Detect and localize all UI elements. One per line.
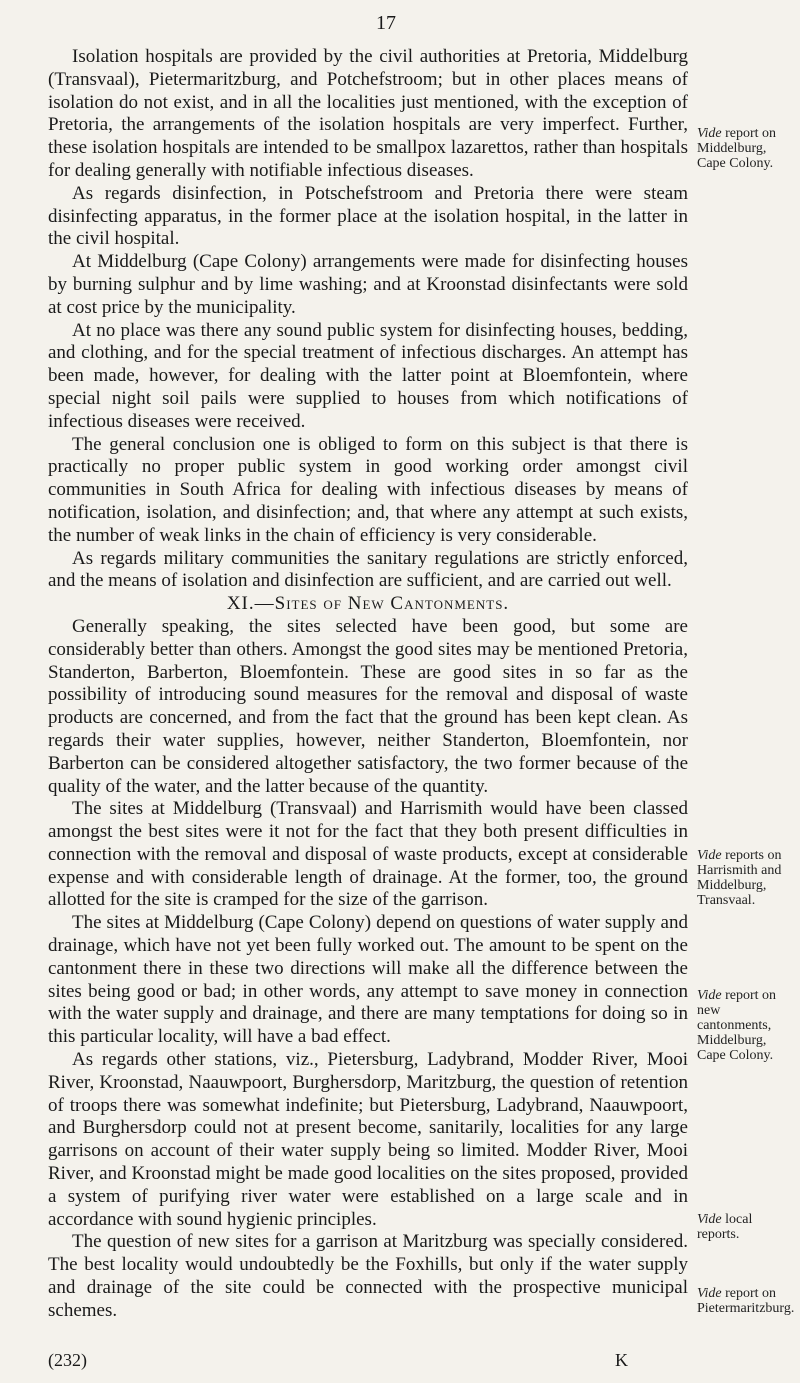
margin-note-pietermaritzburg <box>697 1286 797 1316</box>
margin-note-vide: Vide <box>697 1286 722 1301</box>
paragraph-middelburg-cape-colony: The sites at Middelburg (Cape Colony) depend on questions of water supply and drainage, which have not yet been fully worked out. The amount to be spent on the cantonment there in these two directions will make all the difference between the sites being good or bad; in other words, any attempt to save money in connection with the water supply and drainage, and there are many temptations for doing so in this particular locality, will have a bad effect. <box>48 912 688 1048</box>
page-footer <box>48 1350 688 1371</box>
paragraph-other-stations: As regards other stations, viz., Pietersburg, Ladybrand, Modder River, Mooi River, Kroonstad, Naauwpoort, Burghersdorp, Maritzburg, the question of retention of troops there was somewhat indefinite; but Pietersburg, Ladybrand, Naauwpoort, and Burghersdorp could not at present become, sanitarily, localities for any large garrisons on account of their water supply being so limited. Modder River, Mooi River, and Kroonstad might be made good localities on the sites proposed, provided a system of purifying river water were established on a large scale and in accordance with sound hygienic principles. <box>48 1049 688 1230</box>
margin-note-vide: Vide <box>697 988 722 1003</box>
section-number: XI.— <box>226 593 275 615</box>
margin-note-middelburg-cape <box>697 126 797 171</box>
paragraph-maritzburg: The question of new sites for a garrison at Maritzburg was specially considered. The best locality would undoubtedly be the Foxhills, but only if the water supply and drainage of the site could be connected with the prospective municipal schemes. <box>48 1231 688 1321</box>
margin-note-vide: Vide <box>697 126 722 141</box>
margin-note-text: report on new cantonments, Middelburg, Cape Colony. <box>697 988 777 1063</box>
section-title: Sites of New Cantonments. <box>274 593 510 615</box>
margin-note-text: local reports. <box>697 1212 753 1242</box>
margin-note-vide: Vide <box>697 1212 722 1227</box>
margin-note-text: report on Pietermaritzburg. <box>697 1286 795 1316</box>
paragraph-disinfection: As regards disinfection, in Potschefstroom and Pretoria there were steam disinfecting apparatus, in the former place at the isolation hospital, in the latter in the civil hospital. <box>48 182 688 250</box>
paragraph-military-communities: As regards military communities the sanitary regulations are strictly enforced, and the means of isolation and disinfection are sufficient, and are carried out well. <box>48 547 688 592</box>
paragraph-sites-selected: Generally speaking, the sites selected have been good, but some are considerably better than others. Amongst the good sites may be mentioned Pretoria, Standerton, Barberton, Bloemfontein. These are good sites in so far as the possibility of introducing sound measures for the removal and disposal of waste products are concerned, and from the fact that the ground has been kept clean. As regards their water supplies, however, neither Standerton, Bloemfontein, nor Barberton can be considered altogether satisfactory, the two former because of the quality of the water, and the latter because of the quantity. <box>48 615 688 797</box>
paragraph-general-conclusion: The general conclusion one is obliged to form on this subject is that there is practically no proper public system in good working order amongst civil communities in South Africa for dealing with infectious diseases by means of notification, isolation, and disinfection; and, that where any attempt at such exists, the number of weak links in the chain of efficiency is very considerable. <box>48 433 688 546</box>
paragraph-isolation-hospitals: Isolation hospitals are provided by the civil authorities at Pretoria, Middelburg (Transvaal), Pietermaritzburg, and Potchefstroom; but in other places means of isolation do not exist, and in all the localities just mentioned, with the exception of Pretoria, the arrangements of the isolation hospitals are very imperfect. Further, these isolation hospitals are intended to be smallpox lazarettos, rather than hospitals for dealing generally with notifiable infectious diseases. <box>48 46 688 181</box>
margin-note-vide: Vide <box>697 848 722 863</box>
page-number: 17 <box>376 12 396 34</box>
margin-note-text: report on Middelburg, Cape Colony. <box>697 126 777 171</box>
margin-note-local-reports <box>697 1212 797 1242</box>
margin-note-text: reports on Harrismith and Middelburg, Transvaal. <box>697 848 782 908</box>
footer-signature-mark: K <box>615 1350 628 1370</box>
paragraph-middelburg-disinfecting: At Middelburg (Cape Colony) arrangements were made for disinfecting houses by burning sulphur and by lime washing; and at Kroonstad disinfectants were sold at cost price by the municipality. <box>48 251 688 318</box>
margin-note-harrismith <box>697 848 797 908</box>
margin-note-new-cantonments <box>697 988 797 1063</box>
section-heading <box>48 593 688 616</box>
footer-print-number: (232) <box>48 1350 87 1370</box>
page-body <box>48 46 688 1323</box>
paragraph-no-public-system: At no place was there any sound public system for disinfecting houses, bedding, and clothing, and for the special treatment of infectious discharges. An attempt has been made, however, for dealing with the latter point at Bloemfontein, where special night soil pails were supplied to houses from which notifications of infectious diseases were received. <box>48 319 688 432</box>
paragraph-middelburg-harrismith: The sites at Middelburg (Transvaal) and Harrismith would have been classed amongst the best sites were it not for the fact that they both present difficulties in connection with the removal and disposal of waste products, except at considerable expense and with considerable length of drainage. At the former, too, the ground allotted for the site is cramped for the size of the garrison. <box>48 798 688 911</box>
